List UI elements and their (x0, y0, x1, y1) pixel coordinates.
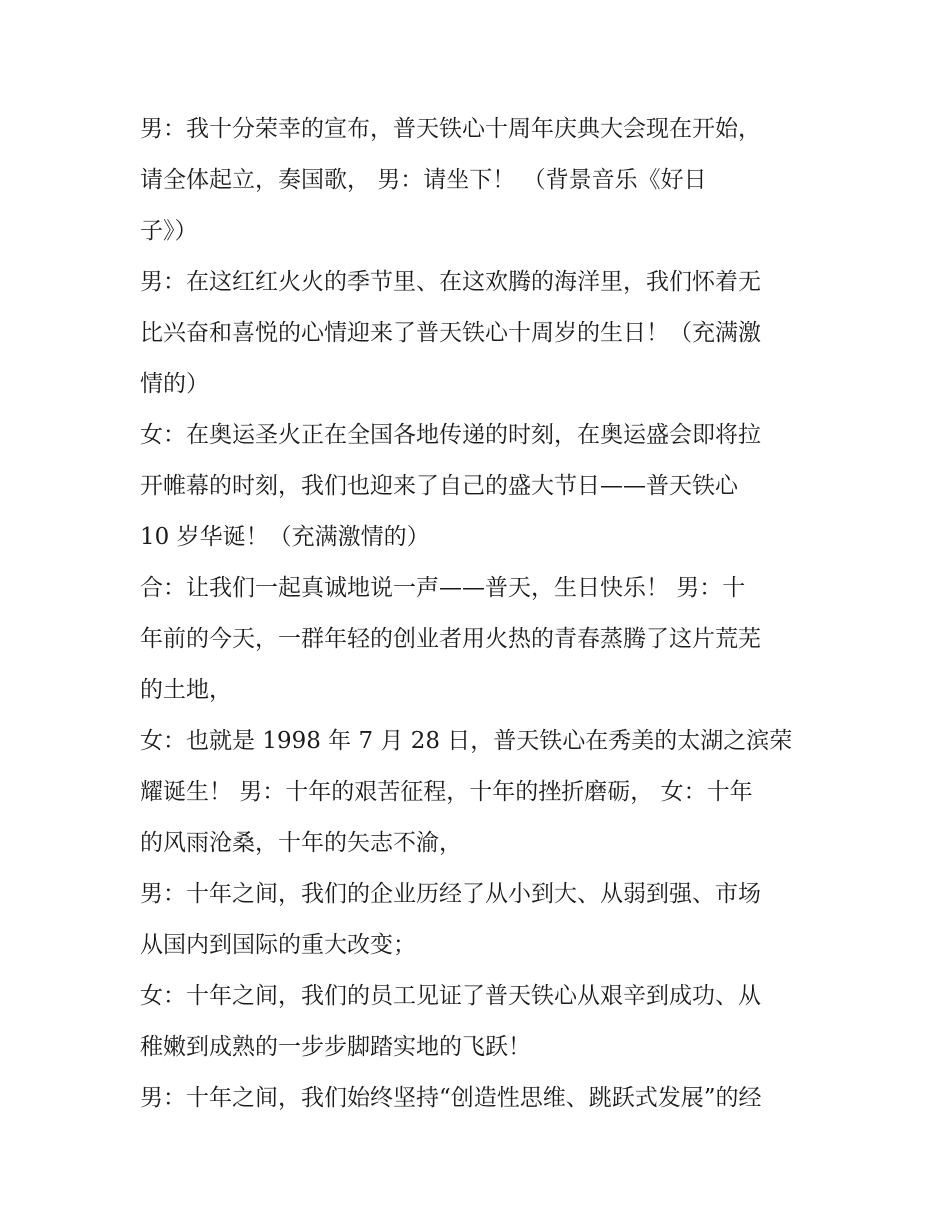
text-line: 10 岁华诞！（充满激情的） (140, 524, 430, 550)
text-line: 开帷幕的时刻，我们也迎来了自己的盛大节日——普天铁心 (140, 473, 738, 499)
text-line: 耀诞生！ 男：十年的艰苦征程，十年的挫折磨砺， 女：十年 (140, 779, 753, 805)
text-line: 男：在这红红火火的季节里、在这欢腾的海洋里，我们怀着无 (140, 269, 761, 295)
text-line: 合：让我们一起真诚地说一声——普天，生日快乐！ 男：十 (140, 575, 746, 601)
text-line: 子》） (140, 218, 198, 244)
text-line: 情的） (140, 371, 209, 397)
text-line: 女：也就是 1998 年 7 月 28 日，普天铁心在秀美的太湖之滨荣 (140, 728, 793, 754)
text-line: 请全体起立，奏国歌， 男：请坐下！ （背景音乐《好日 (140, 167, 707, 193)
text-line: 男：十年之间，我们的企业历经了从小到大、从弱到强、市场 (140, 881, 761, 907)
text-line: 女：十年之间，我们的员工见证了普天铁心从艰辛到成功、从 (140, 983, 761, 1009)
text-line: 年前的今天，一群年轻的创业者用火热的青春蒸腾了这片荒芜 (140, 626, 761, 652)
text-line: 男：十年之间，我们始终坚持“创造性思维、跳跃式发展”的经 (140, 1085, 762, 1111)
text-line: 稚嫩到成熟的一步步脚踏实地的飞跃！ (140, 1034, 531, 1060)
text-line: 的土地， (140, 677, 232, 703)
document-body (140, 104, 820, 1124)
text-line: 的风雨沧桑，十年的矢志不渝， (140, 830, 462, 856)
text-line: 比兴奋和喜悦的心情迎来了普天铁心十周岁的生日！（充满激 (140, 320, 761, 346)
text-line: 从国内到国际的重大改变； (140, 932, 416, 958)
text-line: 女：在奥运圣火正在全国各地传递的时刻，在奥运盛会即将拉 (140, 422, 761, 448)
text-line: 男：我十分荣幸的宣布，普天铁心十周年庆典大会现在开始， (140, 116, 761, 142)
